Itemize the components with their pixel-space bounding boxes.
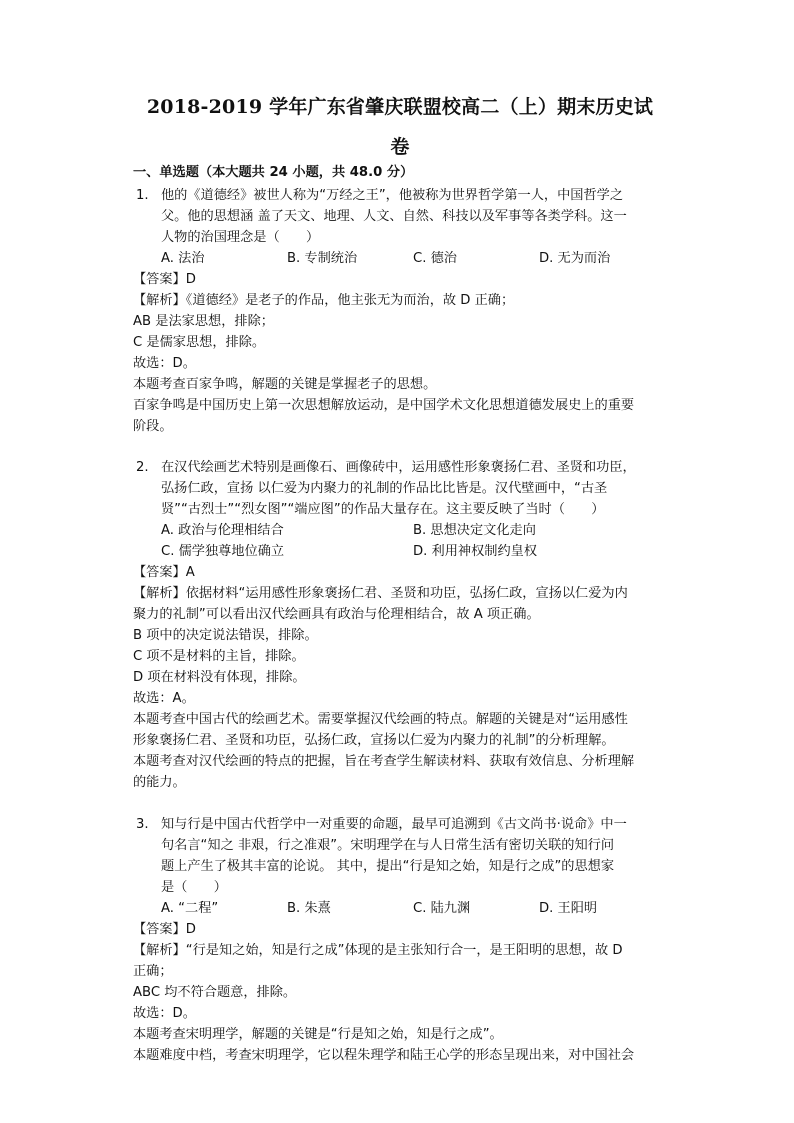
analysis-line: 故选：D。: [133, 1006, 196, 1021]
analysis-line: 阶段。: [133, 419, 173, 434]
analysis-line: 百家争鸣是中国历史上第一次思想解放运动，是中国学术文化思想道德发展史上的重要: [133, 398, 635, 413]
analysis-line: 的能力。: [133, 775, 186, 790]
answer-option: A. 法治: [161, 251, 205, 266]
question-stem-line: 题上产生了极其丰富的论说。 其中，提出“行是知之始，知是行之成”的思想家: [161, 859, 615, 874]
question-number: 1.: [136, 188, 149, 203]
question-stem-line: 人物的治国理念是（ ）: [161, 230, 320, 245]
section-header: 一、单选题（本大题共 24 小题，共 48.0 分）: [133, 165, 414, 180]
analysis-line: 故选：A。: [133, 691, 195, 706]
analysis-line: 【解析】依据材料“运用感性形象褒扬仁君、圣贤和功臣，弘扬仁政，宣扬以仁爱为内: [133, 586, 628, 601]
answer-key: 【答案】D: [133, 922, 196, 937]
analysis-line: 聚力的礼制”可以看出汉代绘画具有政治与伦理相结合，故 A 项正确。: [133, 607, 540, 622]
analysis-line: C 项不是材料的主旨，排除。: [133, 649, 305, 664]
answer-option: C. 德治: [413, 251, 457, 266]
question-stem-line: 父。他的思想涵 盖了天文、地理、人文、自然、科技以及军事等各类学科。这一: [161, 209, 627, 224]
question-stem-line: 他的《道德经》被世人称为“万经之王”，他被称为世界哲学第一人，中国哲学之: [161, 188, 624, 203]
question-stem-line: 句名言“知之 非艰，行之准艰”。宋明理学在与人日常生活有密切关联的知行问: [161, 838, 615, 853]
analysis-line: 【解析】“行是知之始，知是行之成”体现的是主张知行合一，是王阳明的思想，故 D: [133, 943, 623, 958]
analysis-line: 本题考查宋明理学，解题的关键是“行是知之始，知是行之成”。: [133, 1027, 503, 1042]
document-title-line-2: 卷: [390, 136, 410, 158]
answer-option: D. 利用神权制约皇权: [413, 544, 538, 559]
analysis-line: 形象褒扬仁君、圣贤和功臣，弘扬仁政，宣扬以仁爱为内聚力的礼制”的分析理解。: [133, 733, 615, 748]
question-number: 2.: [136, 460, 149, 475]
answer-option: B. 思想决定文化走向: [413, 523, 536, 538]
analysis-line: 正确；: [133, 964, 173, 979]
answer-option: D. 王阳明: [539, 901, 598, 916]
analysis-line: 本题考查百家争鸣，解题的关键是掌握老子的思想。: [133, 377, 437, 392]
question-stem-line: 知与行是中国古代哲学中一对重要的命题，最早可追溯到《古文尚书·说命》中一: [161, 817, 627, 832]
analysis-line: AB 是法家思想，排除；: [133, 314, 274, 329]
analysis-line: C 是儒家思想，排除。: [133, 335, 266, 350]
question-stem-line: 弘扬仁政，宣扬 以仁爱为内聚力的礼制的作品比比皆是。汉代壁画中，“古圣: [161, 481, 608, 496]
analysis-line: ABC 均不符合题意，排除。: [133, 985, 297, 1000]
question-stem-line: 是（ ）: [161, 880, 227, 895]
answer-option: C. 陆九渊: [413, 901, 471, 916]
analysis-line: B 项中的决定说法错误，排除。: [133, 628, 318, 643]
analysis-line: 本题考查中国古代的绘画艺术。需要掌握汉代绘画的特点。解题的关键是对“运用感性: [133, 712, 628, 727]
analysis-line: 故选：D。: [133, 356, 196, 371]
document-title-line-1: 2018-2019 学年广东省肇庆联盟校高二（上）期末历史试: [146, 96, 654, 118]
answer-option: A. “二程”: [161, 901, 219, 916]
answer-option: A. 政治与伦理相结合: [161, 523, 284, 538]
analysis-line: 【解析】《道德经》是老子的作品，他主张无为而治，故 D 正确；: [133, 293, 515, 308]
analysis-line: 本题难度中档，考查宋明理学，它以程朱理学和陆王心学的形态呈现出来，对中国社会: [133, 1048, 635, 1063]
analysis-line: D 项在材料没有体现，排除。: [133, 670, 306, 685]
analysis-line: 本题考查对汉代绘画的特点的把握，旨在考查学生解读材料、获取有效信息、分析理解: [133, 754, 635, 769]
answer-option: B. 朱熹: [287, 901, 331, 916]
question-stem-line: 在汉代绘画艺术特别是画像石、画像砖中，运用感性形象褒扬仁君、圣贤和功臣，: [161, 460, 636, 475]
answer-option: D. 无为而治: [539, 251, 611, 266]
answer-option: C. 儒学独尊地位确立: [161, 544, 285, 559]
question-stem-line: 贤”“古烈士”“烈女图”“端应图”的作品大量存在。这主要反映了当时（ ）: [161, 502, 605, 517]
answer-key: 【答案】A: [133, 565, 195, 580]
answer-option: B. 专制统治: [287, 251, 358, 266]
answer-key: 【答案】D: [133, 272, 196, 287]
question-number: 3.: [136, 817, 149, 832]
